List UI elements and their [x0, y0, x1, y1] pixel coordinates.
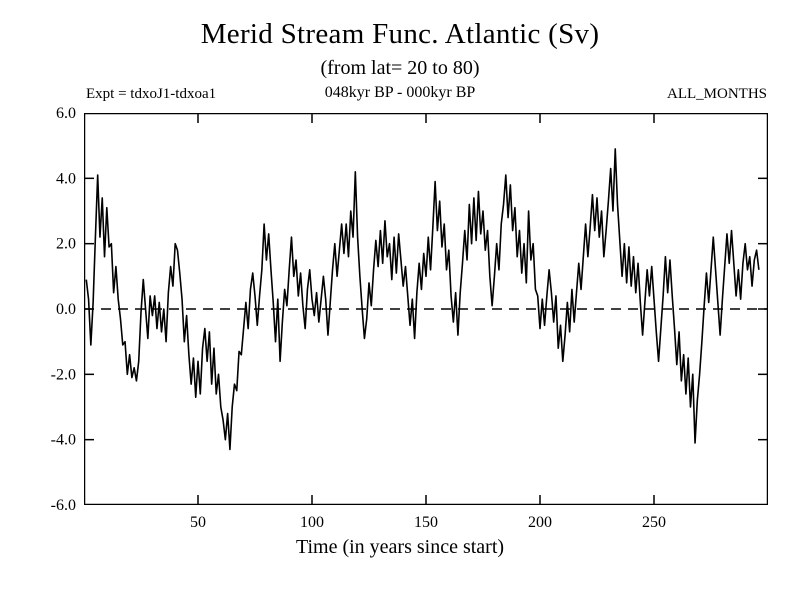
y-tick-label: 6.0 [56, 105, 76, 122]
data-series-line [86, 149, 759, 450]
x-tick-label: 200 [528, 514, 552, 531]
y-tick-label: -2.0 [50, 366, 76, 384]
y-tick-label: 0.0 [56, 301, 76, 318]
page-subtitle: (from lat= 20 to 80) [320, 57, 480, 79]
months-label: ALL_MONTHS [667, 86, 767, 102]
x-tick-label: 50 [190, 514, 206, 531]
series-path [86, 149, 759, 450]
x-tick-labels [190, 514, 666, 531]
x-tick-label: 250 [642, 514, 666, 531]
y-tick-label: -6.0 [50, 497, 76, 514]
x-axis-title: Time (in years since start) [295, 536, 505, 558]
y-tick-label: 4.0 [56, 170, 76, 188]
x-tick-label: 150 [414, 514, 438, 531]
y-tick-label: 2.0 [56, 235, 76, 253]
timeseries-chart [84, 113, 768, 505]
y-tick-label: -4.0 [50, 431, 76, 449]
x-tick-label: 100 [300, 514, 324, 531]
period-label: 048kyr BP - 000kyr BP [324, 84, 476, 101]
y-tick-labels [51, 105, 76, 514]
experiment-label: Expt = tdxoJ1-tdxoa1 [86, 86, 217, 102]
page-title: Merid Stream Func. Atlantic (Sv) [200, 18, 600, 50]
plot-area [50, 105, 768, 531]
